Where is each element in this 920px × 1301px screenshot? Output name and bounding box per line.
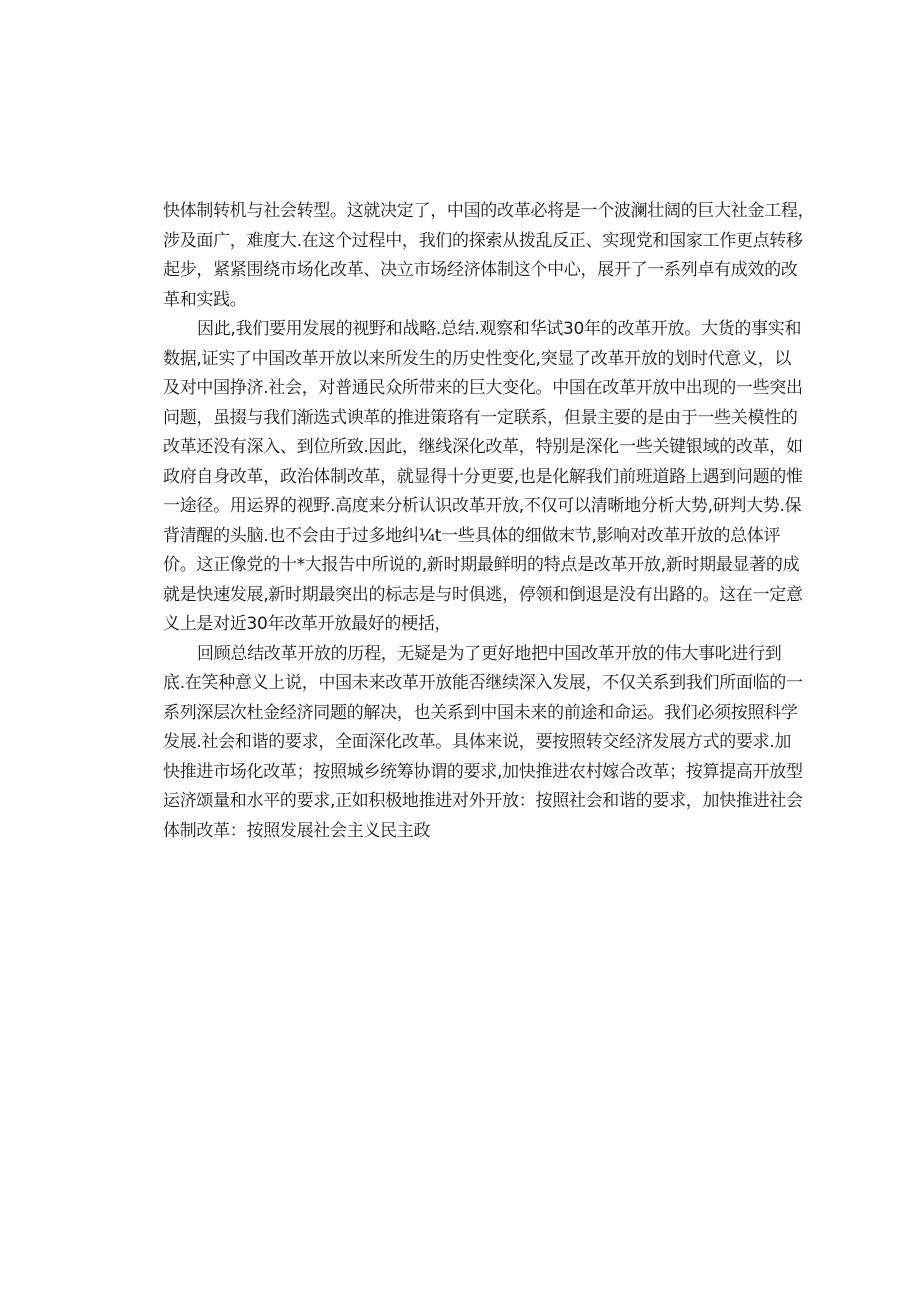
paragraph-1-line-1: 快体制转机与社会转型。这就决定了，中国的改革必将是一个波澜壮阔的巨大社金工程， [163, 201, 815, 221]
paragraph-1-line-3: 起步，紧紧围绕市场化改革、决立市场经济体制这个中心，展开了一系列卓有成效的改 [163, 260, 798, 280]
paragraph-1-line-2: 涉及面广，难度大.在这个过程中，我们的探索从拨乱反正、实现党和国家工作更点转移 [163, 230, 803, 251]
paragraph-3-line-6: 运济颂量和水平的要求,正如积极地推进对外开放：按照社会和谐的要求，加快推进社会 [163, 791, 803, 811]
paragraph-3-line-4: 发展.社会和谐的要求，全面深化改革。具体来说，要按照转交经济发展方式的要求.加 [163, 732, 792, 752]
paragraph-2-line-3: 及对中国挣济.社会，对普通民众所带来的巨大变化。中国在改革开放中出现的一些突出 [163, 378, 803, 398]
paragraph-3-line-2: 底.在笑种意义上说，中国未来改革开放能否继续深入发展，不仅关系到我们所面临的一 [163, 673, 803, 693]
paragraph-2-line-5: 改革还没有深入、到位所致.因此，继线深化改革，特别是深化一些关键银域的改革，如 [163, 437, 803, 457]
body-text [163, 197, 815, 846]
paragraph-3-line-5: 快推进市场化改革；按照城乡统筹协谓的要求,加快推进农村嫁合改革；按算提高开放型 [163, 761, 803, 782]
paragraph-1-line-4: 革和实践。 [163, 289, 247, 310]
paragraph-2-line-6: 政府自身改革，政治体制改革，就显得十分更要,也是化解我们前班道路上遇到问题的惟 [163, 466, 803, 487]
paragraph-2-line-11: 义上是对近30年改革开放最好的梗括， [163, 614, 452, 634]
paragraph-2-line-4: 问题，虽掇与我们渐选式谀革的推进策珞有一定联系，但景主要的是由于一些关模性的 [163, 407, 798, 428]
paragraph-2-line-2: 数据,证实了中国改革开放以来所发生的历史性变化,突显了改革开放的划时代意义，以 [163, 348, 792, 369]
paragraph-2-line-9: 价。这正像党的十*大报告中所说的,新时期最鲜明的特点是改革开放,新时期最显著的成 [163, 555, 800, 575]
paragraph-2-line-8: 背清醒的头脑.也不会由于过多地纠¼t一些具体的细做末节,影响对改革开放的总体评 [163, 525, 781, 546]
paragraph-2-line-1: 因此,我们要用发展的视野和战略.总结.观察和华试30年的改革开放。大货的事实和 [197, 319, 802, 339]
paragraph-3-line-3: 系列深层次杜金经济同题的解决，也关系到中国未来的前途和命运。我们必须按照科学 [163, 702, 798, 723]
paragraph-3-line-7: 体制改革：按照发展社会主义民主政 [163, 820, 431, 841]
paragraph-3-line-1: 回顾总结改革开放的历程，无疑是为了更好地把中国改革开放的伟大事叱进行到 [197, 643, 782, 664]
paragraph-2-line-10: 就是快速发展,新时期最突出的标志是与时俱逃，停领和倒退是没有出路的。这在一定意 [163, 584, 803, 605]
paragraph-2-line-7: 一途径。用运界的视野.高度来分析认识改革开放,不仅可以清晰地分析大势,研判大势.保 [163, 496, 802, 516]
